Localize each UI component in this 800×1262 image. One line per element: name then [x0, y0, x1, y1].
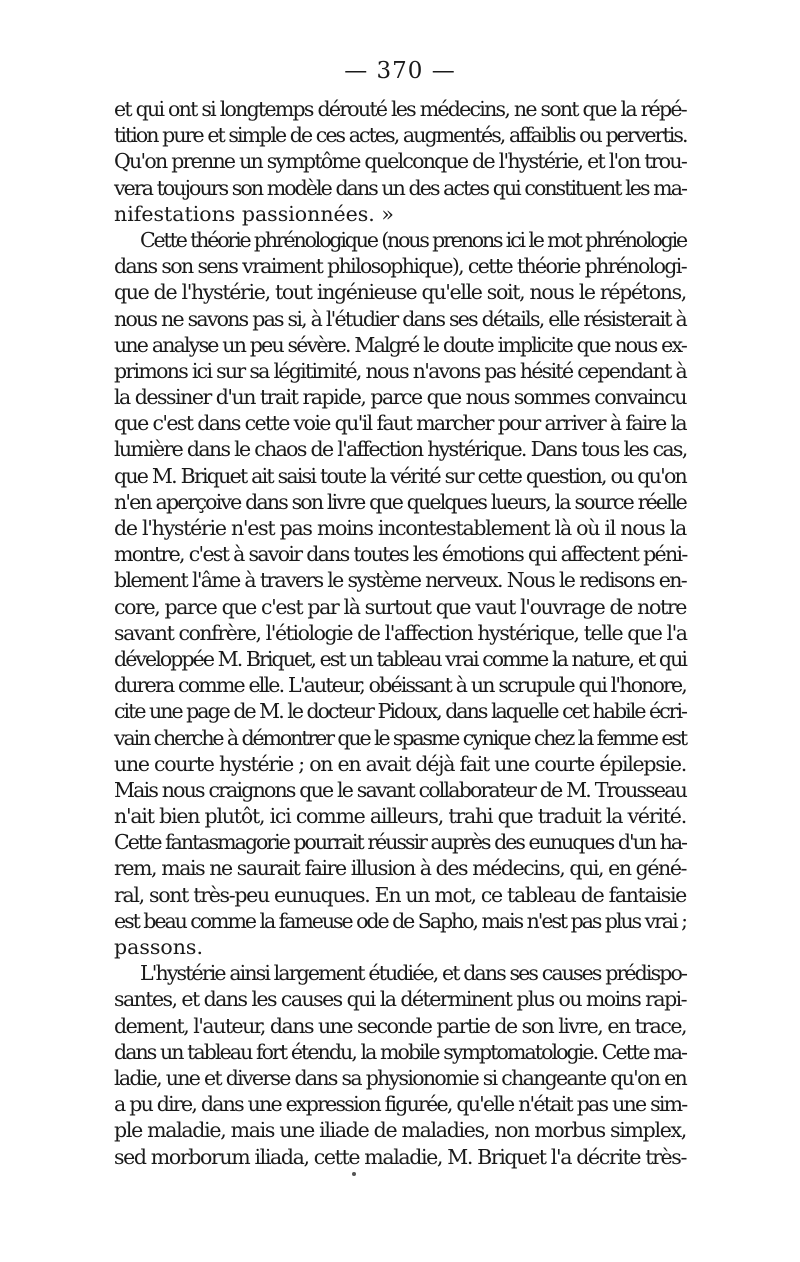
text-line: une courte hystérie ; on en avait déjà fait une courte épilepsie. [114, 751, 686, 776]
text-line: nifestations passionnées. » [114, 201, 394, 226]
text-line: que de l'hystérie, tout ingénieuse qu'elle soit, nous le répétons, [114, 280, 686, 305]
text-line: rem, mais ne saurait faire illusion à des médecins, qui, en géné- [114, 856, 686, 881]
text-line: tition pure et simple de ces actes, augmentés, affaiblis ou pervertis. [114, 123, 687, 148]
text-line: sed morborum iliada, cette maladie, M. Briquet l'a décrite très- [114, 1144, 686, 1169]
text-line: Mais nous craignons que le savant collaborateur de M. Trousseau [114, 777, 686, 802]
text-line: que M. Briquet ait saisi toute la vérité sur cette question, ou qu'on [114, 463, 686, 488]
text-line: la dessiner d'un trait rapide, parce que nous sommes convaincu [114, 385, 686, 410]
text-line: cite une page de M. le docteur Pidoux, dans laquelle cet habile écri- [114, 699, 686, 724]
text-line: savant confrère, l'étiologie de l'affection hystérique, telle que l'a [114, 620, 687, 645]
text-line: a pu dire, dans une expression figurée, qu'elle n'était pas une sim- [114, 1092, 687, 1117]
text-line: core, parce que c'est par là surtout que vaut l'ouvrage de notre [114, 594, 686, 619]
text-line: ral, sont très-peu eunuques. En un mot, ce tableau de fantaisie [114, 882, 686, 907]
text-line: dans son sens vraiment philosophique), cette théorie phrénologi- [114, 254, 686, 279]
text-line: une analyse un peu sévère. Malgré le doute implicite que nous ex- [114, 332, 686, 357]
text-line: de l'hystérie n'est pas moins incontestablement là où il nous la [114, 516, 686, 540]
text-line: développée M. Briquet, est un tableau vrai comme la nature, et qui [114, 646, 686, 671]
text-line: n'ait bien plutôt, ici comme ailleurs, trahi que traduit la vérité. [114, 804, 686, 829]
text-line: vain cherche à démontrer que le spasme cynique chez la femme est [114, 725, 686, 750]
text-line: dement, l'auteur, dans une seconde partie de son livre, en trace, [114, 1013, 686, 1038]
text-line: Qu'on prenne un symptôme quelconque de l'hystérie, et l'on trou- [114, 149, 686, 174]
body-text [114, 96, 686, 1170]
text-line: Cette fantasmagorie pourrait réussir auprès des eunuques d'un ha- [114, 830, 686, 855]
text-line: dans un tableau fort étendu, la mobile symptomatologie. Cette ma- [114, 1039, 686, 1064]
text-line: vera toujours son modèle dans un des actes qui constituent les ma- [114, 175, 686, 200]
page-number: — 370 — [344, 58, 456, 84]
text-line: montre, c'est à savoir dans toutes les émotions qui affectent péni- [114, 542, 687, 567]
text-line: est beau comme la fameuse ode de Sapho, mais n'est pas plus vrai ; [114, 908, 686, 933]
text-line: blement l'âme à travers le système nerveux. Nous le redisons en- [114, 568, 686, 593]
text-line: santes, et dans les causes qui la déterminent plus ou moins rapi- [114, 987, 686, 1012]
text-line: L'hystérie ainsi largement étudiée, et dans ses causes prédispo- [140, 961, 686, 986]
text-line: et qui ont si longtemps dérouté les médecins, ne sont que la répé- [114, 97, 686, 121]
text-line: Cette théorie phrénologique (nous prenons ici le mot phrénologie [140, 227, 686, 252]
text-line: ladie, une et diverse dans sa physionomie si changeante qu'on en [114, 1065, 686, 1090]
text-line: que c'est dans cette voie qu'il faut marcher pour arriver à faire la [114, 411, 686, 436]
ink-speck [352, 1172, 356, 1176]
text-line: lumière dans le chaos de l'affection hystérique. Dans tous les cas, [114, 437, 687, 462]
text-line: n'en aperçoive dans son livre que quelques lueurs, la source réelle [114, 489, 686, 514]
text-line: ple maladie, mais une iliade de maladies, non morbus simplex, [114, 1118, 686, 1143]
text-line: passons. [114, 935, 203, 959]
text-line: durera comme elle. L'auteur, obéissant à un scrupule qui l'honore, [114, 673, 686, 698]
text-line: primons ici sur sa légitimité, nous n'avons pas hésité cependant à [114, 358, 686, 383]
text-line: nous ne savons pas si, à l'étudier dans ses détails, elle résisterait à [114, 306, 686, 331]
